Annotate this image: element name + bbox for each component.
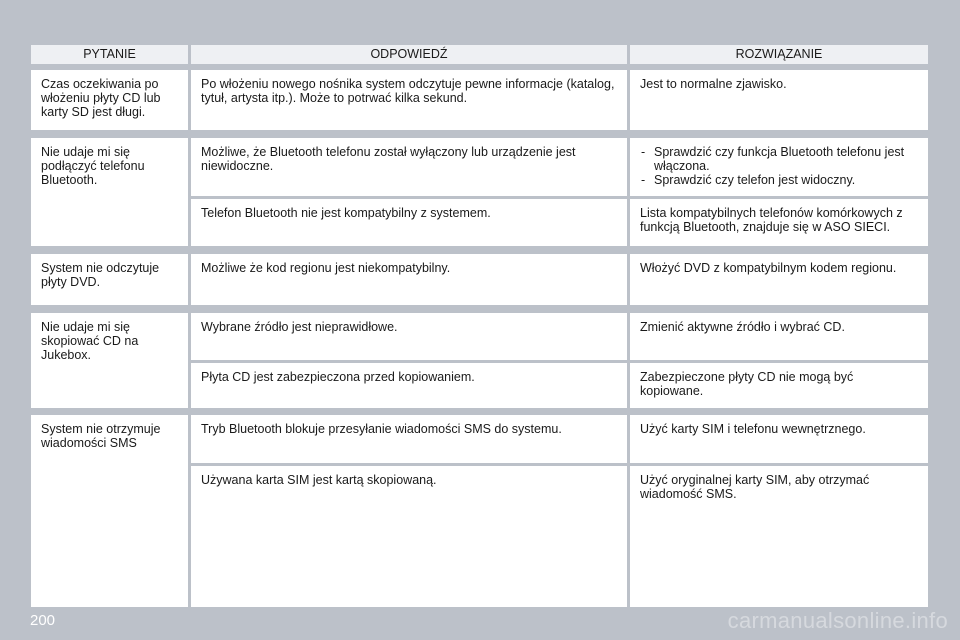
question-cell: Nie udaje mi się podłączyć telefonu Bluetooth. <box>31 138 188 246</box>
answer-cell: Możliwe że kod regionu jest niekompatybilny. <box>191 254 627 305</box>
solution-list <box>640 145 918 187</box>
solution-cell: Zmienić aktywne źródło i wybrać CD. <box>630 313 928 360</box>
answer-cell: Telefon Bluetooth nie jest kompatybilny z systemem. <box>191 199 627 246</box>
solution-list-item: - Sprawdzić czy funkcja Bluetooth telefonu jest włączona. <box>640 145 918 173</box>
answer-cell: Po włożeniu nowego nośnika system odczytuje pewne informacje (katalog, tytuł, artysta itp.). Może to potrwać kilka sekund. <box>191 70 627 130</box>
answer-cell: Używana karta SIM jest kartą skopiowaną. <box>191 466 627 607</box>
solution-cell: Zabezpieczone płyty CD nie mogą być kopiowane. <box>630 363 928 408</box>
header-answer: ODPOWIEDŹ <box>191 45 627 64</box>
header-question: PYTANIE <box>31 45 188 64</box>
solution-cell: Jest to normalne zjawisko. <box>630 70 928 130</box>
solution-cell <box>630 138 928 196</box>
question-cell: Nie udaje mi się skopiować CD na Jukebox. <box>31 313 188 408</box>
question-cell: Czas oczekiwania po włożeniu płyty CD lub karty SD jest długi. <box>31 70 188 130</box>
page-number: 200 <box>30 612 56 629</box>
header-solution: ROZWIĄZANIE <box>630 45 928 64</box>
answer-cell: Płyta CD jest zabezpieczona przed kopiowaniem. <box>191 363 627 408</box>
solution-cell: Użyć oryginalnej karty SIM, aby otrzymać wiadomość SMS. <box>630 466 928 607</box>
solution-cell: Lista kompatybilnych telefonów komórkowych z funkcją Bluetooth, znajduje się w ASO SIECI. <box>630 199 928 246</box>
solution-list-item: - Sprawdzić czy telefon jest widoczny. <box>640 173 918 187</box>
watermark: carmanualsonline.info <box>727 608 948 633</box>
solution-cell: Użyć karty SIM i telefonu wewnętrznego. <box>630 415 928 463</box>
solution-cell: Włożyć DVD z kompatybilnym kodem regionu. <box>630 254 928 305</box>
answer-cell: Tryb Bluetooth blokuje przesyłanie wiadomości SMS do systemu. <box>191 415 627 463</box>
question-cell: System nie odczytuje płyty DVD. <box>31 254 188 305</box>
answer-cell: Wybrane źródło jest nieprawidłowe. <box>191 313 627 360</box>
question-cell: System nie otrzymuje wiadomości SMS <box>31 415 188 607</box>
answer-cell: Możliwe, że Bluetooth telefonu został wyłączony lub urządzenie jest niewidoczne. <box>191 138 627 196</box>
